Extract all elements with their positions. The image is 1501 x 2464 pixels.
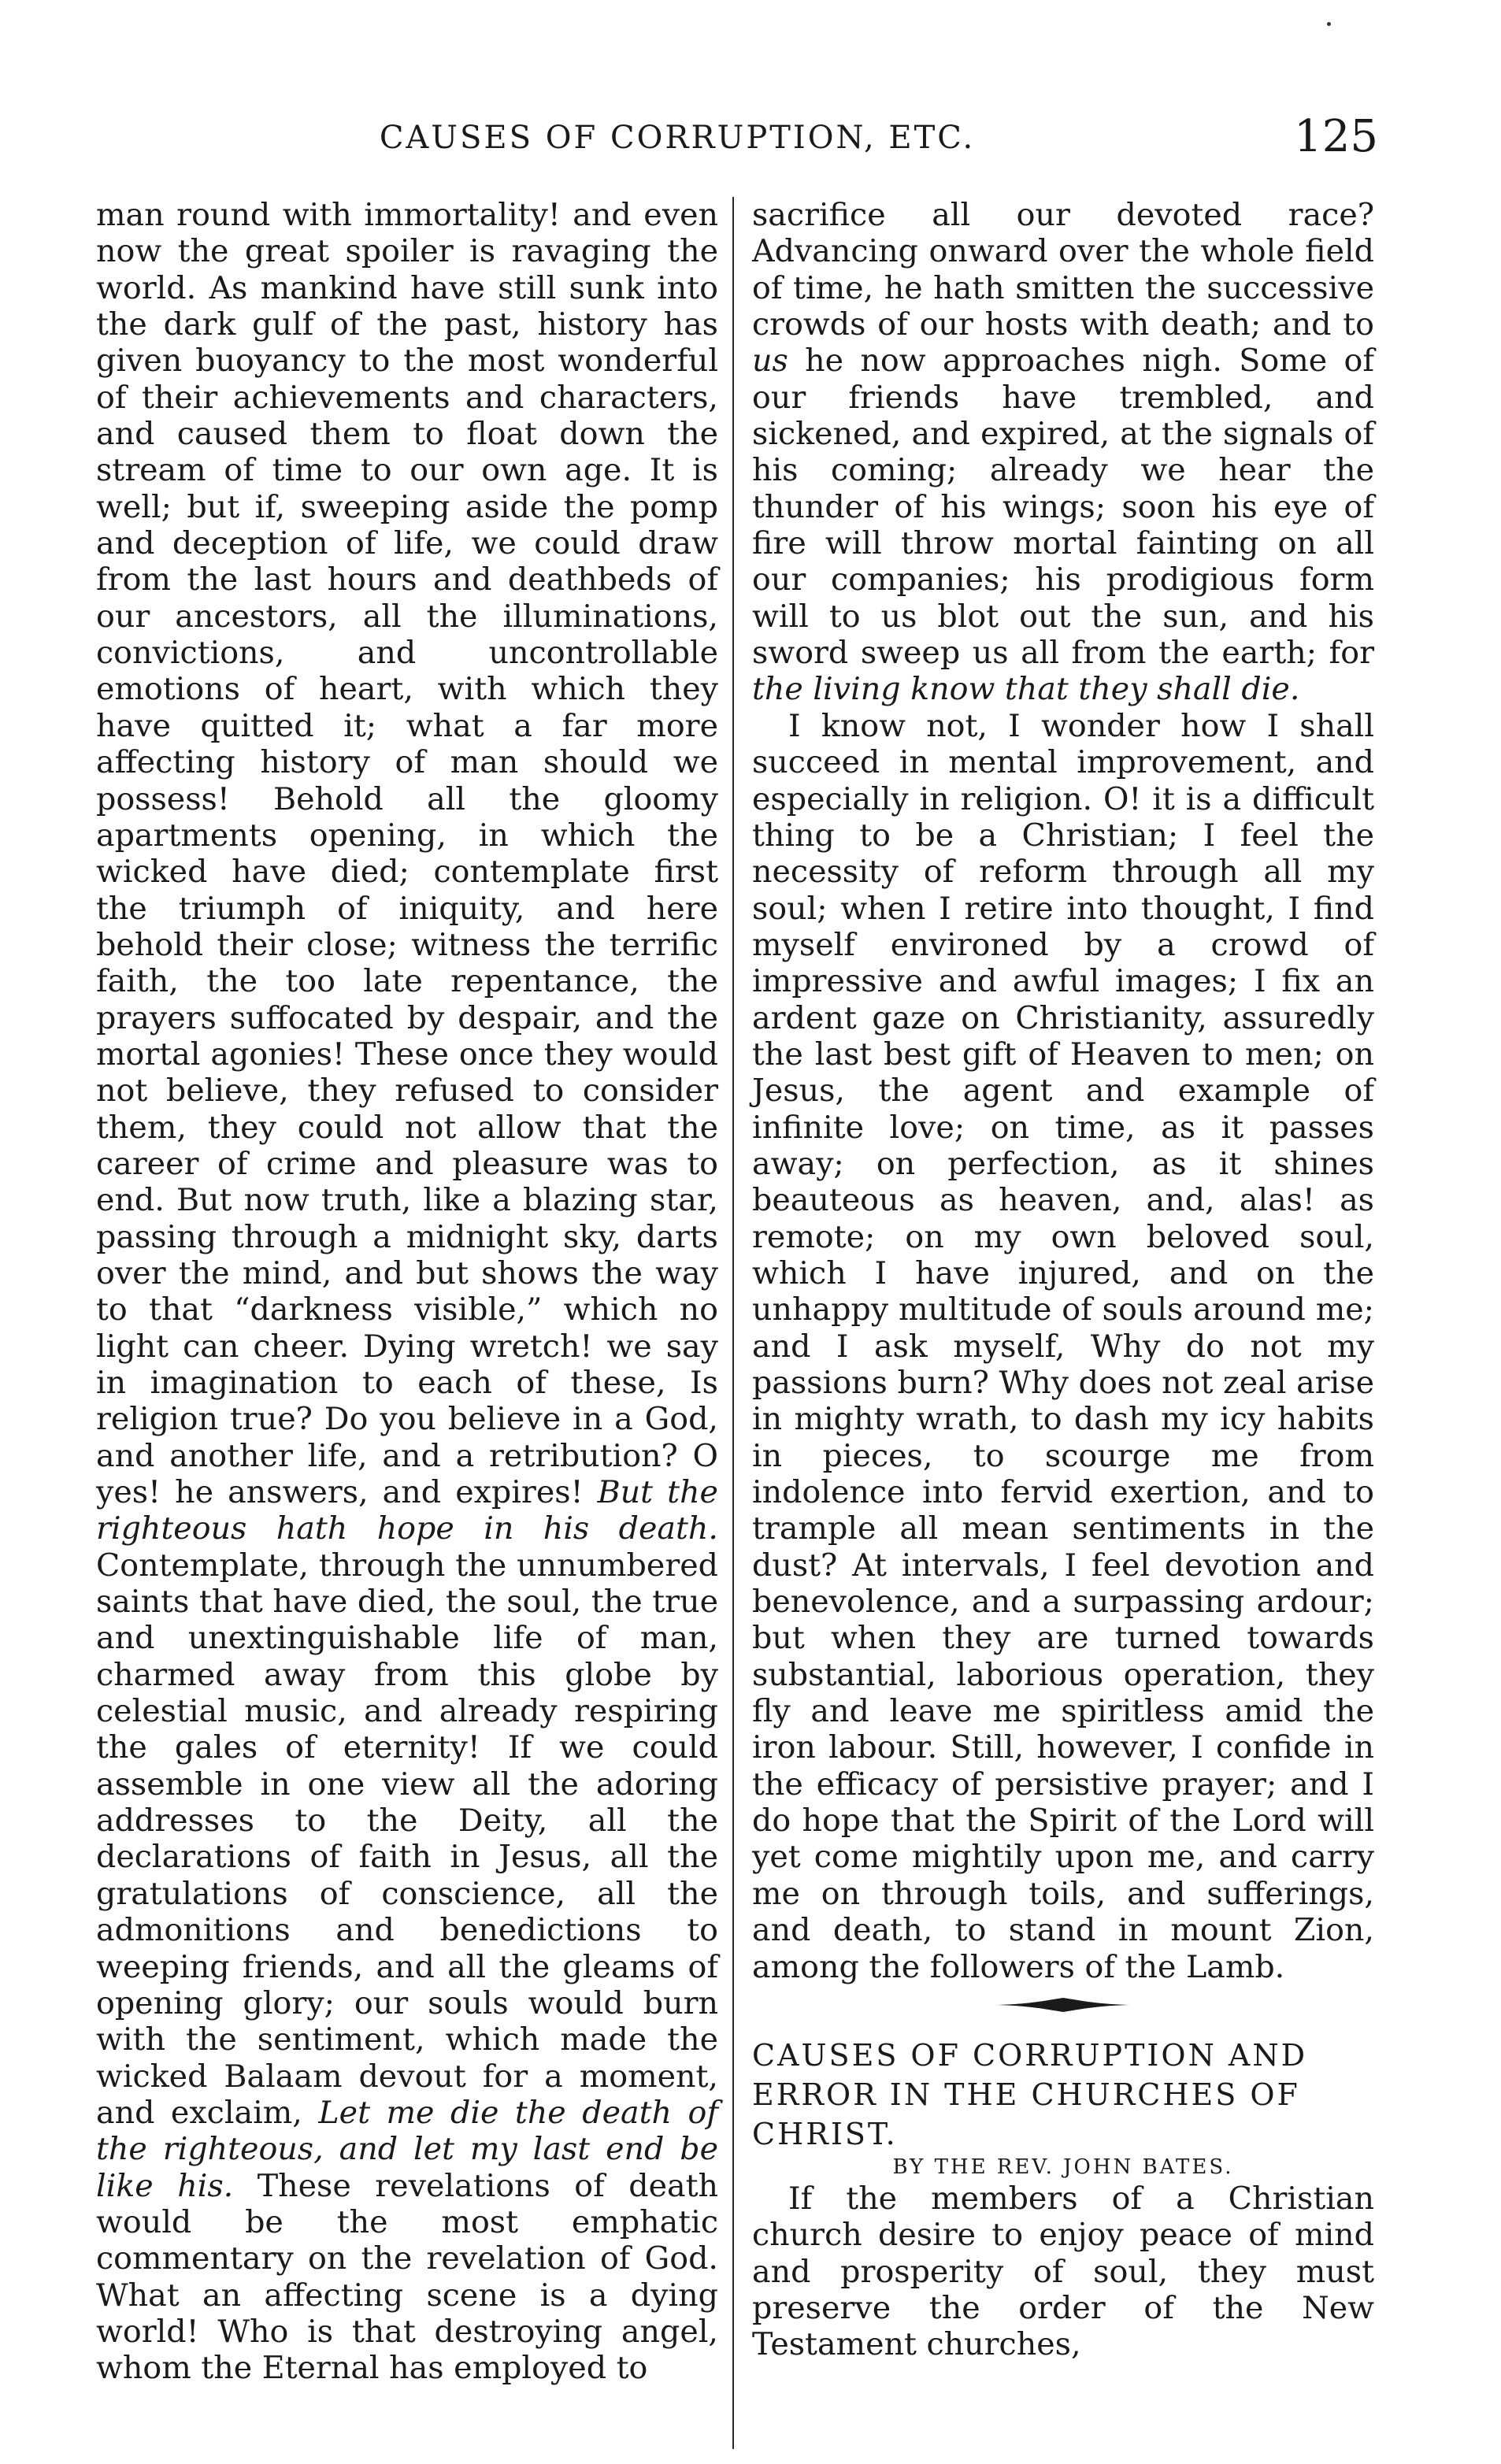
left-italic-quote-2: Let me die the death of the righteous, and let my last end be like his. [96, 2094, 718, 2204]
running-head: CAUSES OF CORRUPTION, ETC. [379, 120, 976, 156]
right-paragraph-3: If the members of a Christian church desire to enjoy peace of mind and prosperity of soul, they must preserve the order of the New Testament churches, [752, 2180, 1374, 2363]
left-column [96, 197, 718, 2387]
article-title: CAUSES OF CORRUPTION AND ERROR IN THE CHURCHES OF CHRIST. [752, 2037, 1308, 2151]
left-paragraph [96, 197, 718, 2387]
right-paragraph-1 [752, 197, 1374, 708]
left-italic-quote-1: But the righteous hath hope in his death. [96, 1474, 718, 1547]
ink-speck [1327, 22, 1331, 26]
right-column [752, 197, 1374, 2363]
right-text-b: he now approaches nigh. Some of our friends have trembled, and sickened, and expired, at the signals of his coming; already we hear the thunder of his wings; soon his eye of fire will throw mortal fainting on all our companies; his prodigious form will to us blot out the sun, and his sword sweep us all from the earth; for [752, 343, 1374, 672]
page-number: 125 [1294, 111, 1378, 162]
right-italic-us: us [752, 343, 788, 380]
article-byline: BY THE REV. JOHN BATES. [892, 2155, 1234, 2179]
right-paragraph-2: I know not, I wonder how I shall succeed in mental improvement, and especially in religion. O! it is a difficult thing to be a Christian; I feel the necessity of reform through all my soul; when I retire into thought, I find myself environed by a crowd of impressive and awful images; I fix an ardent gaze on Christianity, assuredly the last best gift of Heaven to men; on Jesus, the agent and example of infinite love; on time, as it passes away; on perfection, as it shines beauteous as heaven, and, alas! as remote; on my own beloved soul, which I have injured, and on the unhappy multitude of souls around me; and I ask myself, Why do not my passions burn? Why does not zeal arise in mighty wrath, to dash my icy habits in pieces, to scourge me from indolence into fervid exertion, and to trample all mean sentiments in the dust? At intervals, I feel devotion and benevolence, and a surpassing ardour; but when they are turned towards substantial, laborious operation, they fly and leave me spiritless amid the iron labour. Still, however, I confide in the efficacy of persistive prayer; and I do hope that the Spirit of the Lord will yet come mightily upon me, and carry me on through toils, and sufferings, and death, to stand in mount Zion, among the followers of the Lamb. [752, 707, 1374, 1985]
left-text-a: man round with immortality! and even now the great spoiler is ravaging the world. As mankind have still sunk into the dark gulf of the past, history has given buoyancy to the most wonderful of their achievements and characters, and caused them to float down the stream of time to our own age. It is well; but if, sweeping aside the pomp and deception of life, we could draw from the last hours and deathbeds of our ancestors, all the illuminations, convictions, and uncontrollable emotions of heart, with which they have quitted it; what a far more affecting history of man should we possess! Behold all the gloomy apartments opening, in which the wicked have died; contemplate first the triumph of iniquity, and here behold their close; witness the terrific faith, the too late repentance, the prayers suffocated by despair, and the mortal agonies! These once they would not believe, they refused to consider them, they could not allow that the career of crime and pleasure was to end. But now truth, like a blazing star, passing through a midnight sky, darts over the mind, and but shows the way to that “darkness visible,” which no light can cheer. Dying wretch! we say in imagination to each of these, Is religion true? Do you believe in a God, and another life, and a retribution? O yes! he answers, and expires! [96, 197, 718, 1511]
divider-ornament-icon [996, 1993, 1130, 2017]
right-italic-quote: the living know that they shall die. [752, 671, 1300, 708]
left-text-c: These revelations of death would be the most emphatic commentary on the revelation of God. What an affecting scene is a dying world! Who is that destroying angel, whom the Eternal has employed to [96, 2167, 718, 2387]
right-text-a: sacrifice all our devoted race? Advancing onward over the whole field of time, he hath smitten the successive crowds of our hosts with death; and to [752, 197, 1374, 343]
left-text-b: Contemplate, through the unnumbered saints that have died, the soul, the true and unextinguishable life of man, charmed away from this globe by celestial music, and already respiring the gales of eternity! If we could assemble in one view all the adoring addresses to the Deity, all the declarations of faith in Jesus, all the gratulations of conscience, all the admonitions and benedictions to weeping friends, and all the gleams of opening glory; our souls would burn with the sentiment, which made the wicked Balaam devout for a moment, and exclaim, [96, 1547, 718, 2131]
page-header [95, 110, 1378, 165]
column-divider [732, 197, 734, 2449]
